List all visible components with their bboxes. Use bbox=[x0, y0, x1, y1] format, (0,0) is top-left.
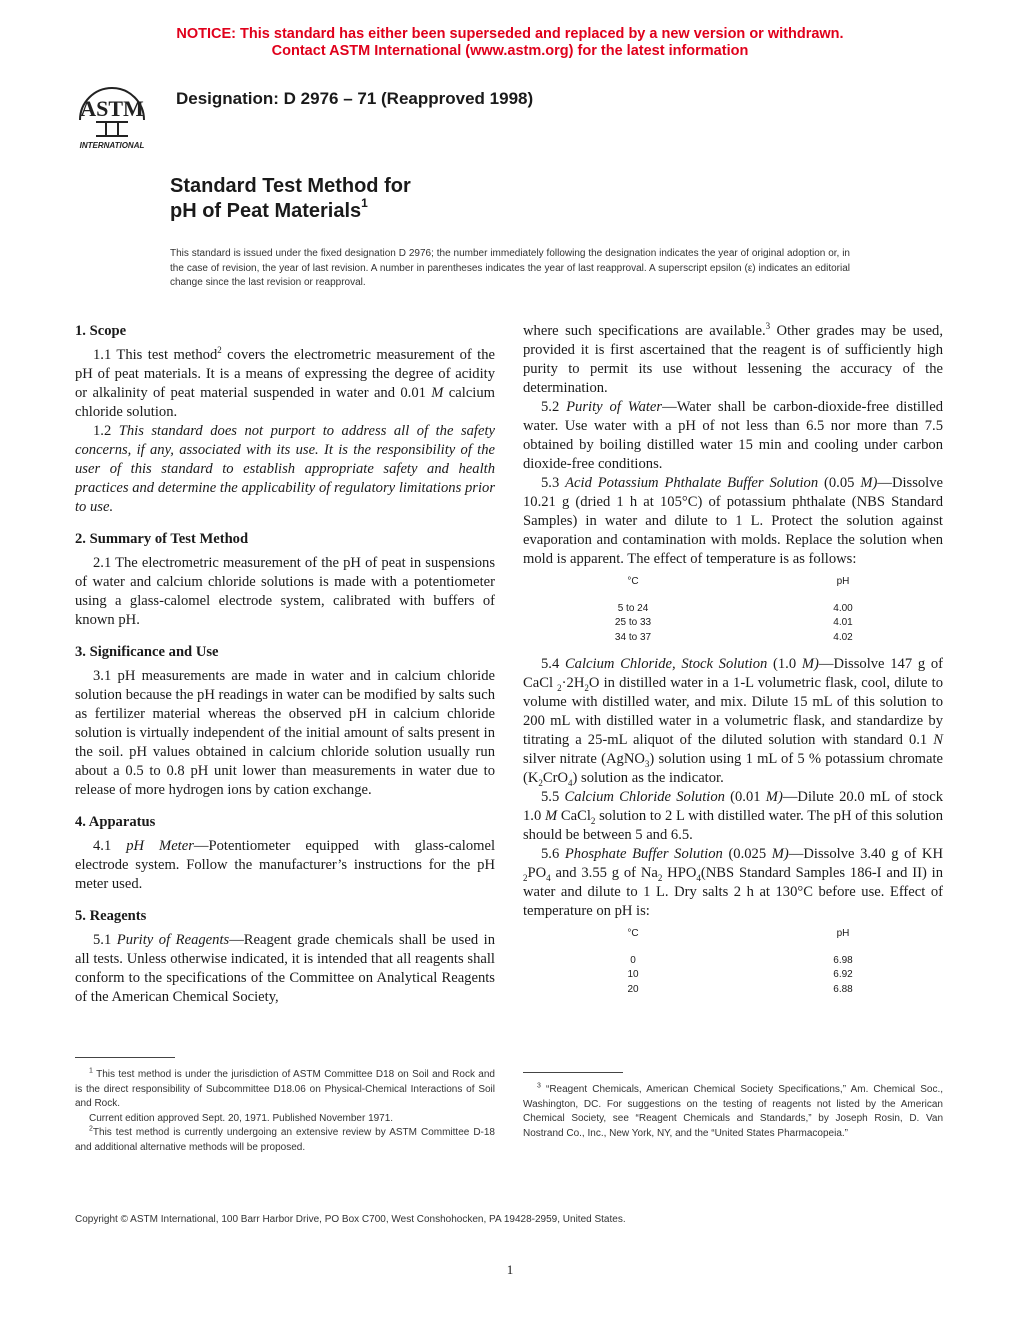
footnote-divider-right bbox=[523, 1072, 623, 1073]
footnotes-right bbox=[523, 1083, 943, 1141]
table-row: 34 to 37 4.02 bbox=[614, 631, 853, 643]
table-row: 0 6.98 bbox=[630, 954, 853, 966]
logo-text: ASTM bbox=[80, 96, 144, 121]
section-heading-summary: 2. Summary of Test Method bbox=[75, 531, 249, 547]
section-heading-scope: 1. Scope bbox=[75, 323, 127, 339]
issuance-statement: This standard is issued under the fixed designation D 2976; the number immediately following the designation indicates the year of original adoption or, in the case of revision, the year of last revision. A number in parentheses indicates the year of last reapproval. A superscript epsilon (ε) indicates an editorial change since the last revision or reapproval. bbox=[170, 248, 850, 288]
astm-logo bbox=[62, 72, 162, 152]
paragraph-5-2: 5.2 Purity of Water—Water shall be carbon-dioxide-free distilled water. Use water with a pH of not less than 6.5 nor more than 7.5 obtained by boiling distilled water 15 min and cooling under carbon dioxide-free conditions. bbox=[523, 399, 943, 472]
paragraph-1-1: 1.1 This test method$^2$ covers the electrometric measurement of the pH of peat materials. It is a means of expressing the degree of acidity or alkalinity of peat material suspended in water and 0.01 M calcium chloride solution. bbox=[75, 345, 495, 420]
paragraph-3-1: 3.1 pH measurements are made in water and in calcium chloride solution because the pH readings in water can be modified by salts such as fertilizer material whereas the observed pH in calcium chloride solution is virtually independent of the initial amount of salts present in the soil. pH values obtained in calcium chloride solution usually run about a 0.5 to 0.8 pH unit lower than measurements in water due to release of more hydrogen ions by cation exchange. bbox=[75, 668, 495, 798]
paragraph-2-1: 2.1 The electrometric measurement of the pH of peat in suspensions of water and calcium chloride solutions is made with a potentiometer using a glass-calomel electrode system, calibrated with buffers of known pH. bbox=[75, 555, 495, 628]
designation: Designation: D 2976 – 71 (Reapproved 1998) bbox=[176, 89, 534, 108]
paragraph-5-4: 5.4 Calcium Chloride, Stock Solution (1.0 M)—Dissolve 147 g of CaCl $_2\cdot 2H_2O$ in distilled water in a 1-L volumetric flask, cool, dilute to volume with distilled water, and mix. Dilute 15 mL of this solution to 200 mL with distilled water in a volumetric flask, and standardize by titrating a 25-mL aliquot of the diluted solution with standard 0.1 N silver nitrate (AgNO$_3$) solution using 1 mL of 5 % potassium chromate $(K_2CrO_4)$ solution as the indicator. bbox=[523, 656, 943, 788]
footnote-1-approval: Current edition approved Sept. 20, 1971. Published November 1971. bbox=[89, 1112, 394, 1124]
footnote-3: $^3$ “Reagent Chemicals, American Chemical Society Specifications,” Am. Chemical Soc., Washington, DC. For suggestions on the testing of reagents not listed by the American Chemical Society, see “Reagent Chemicals and Standards,” by Joseph Rosin, D. Van Nostrand Co., Inc., New York, NY, and the “United States Pharmacopeia.” bbox=[523, 1082, 943, 1139]
paragraph-5-6: 5.6 Phosphate Buffer Solution (0.025 M)—Dissolve 3.40 g of KH $_2PO_4$ and 3.55 g of $Na_2$ $HPO_4(NBS$ Standard Samples 186-I and II) in water and dilute to 1 L. Dry salts 2 h at 130°C before use. Effect of temperature on pH is: bbox=[523, 846, 944, 919]
table-row: 25 to 33 4.01 bbox=[614, 617, 853, 628]
logo-subtext: INTERNATIONAL bbox=[79, 141, 145, 150]
table-header: °C pH bbox=[627, 576, 850, 587]
paragraph-5-1-continued: where such specifications are available.$^3$ Other grades may be used, provided it is first ascertained that the reagent is of sufficiently high purity to permit its use without lessening the accuracy of the determination. bbox=[523, 321, 943, 396]
table-row: 20 6.88 bbox=[627, 983, 853, 995]
section-heading-reagents: 5. Reagents bbox=[75, 908, 147, 924]
table-row: 10 6.92 bbox=[627, 969, 853, 980]
footnote-1: $^1$ This test method is under the jurisdiction of ASTM Committee D18 on Soil and Rock and is the direct responsibility of Subcommittee D18.06 on Physical-Chemical Interactions of Soil and Rock. bbox=[75, 1067, 495, 1110]
footnote-divider-left bbox=[75, 1057, 175, 1058]
footnote-2: $^2$This test method is currently undergoing an extensive review by ASTM Committee D-18 and additional alternative methods will be proposed. bbox=[75, 1126, 495, 1153]
table-row: 5 to 24 4.00 bbox=[617, 602, 853, 614]
title-footnote-ref: 1 bbox=[361, 196, 368, 211]
left-column bbox=[75, 322, 495, 1007]
section-heading-significance: 3. Significance and Use bbox=[75, 644, 219, 660]
right-column bbox=[523, 322, 943, 1007]
copyright-notice: Copyright © ASTM International, 100 Barr Harbor Drive, PO Box C700, West Conshohocken, PA 19428-2959, United States. bbox=[75, 1214, 626, 1225]
phosphate-temperature-table bbox=[523, 927, 943, 997]
paragraph-5-5: 5.5 Calcium Chloride Solution (0.01 M)—Dilute 20.0 mL of stock 1.0 M CaCl$_2$ solution to 2 L with distilled water. The pH of this solution should be between 5 and 6.5. bbox=[523, 789, 944, 843]
page-number: 1 bbox=[506, 1262, 514, 1277]
phthalate-temperature-table bbox=[523, 575, 943, 645]
page-title bbox=[170, 174, 411, 224]
paragraph-5-3: 5.3 Acid Potassium Phthalate Buffer Solution (0.05 M)—Dissolve 10.21 g (dried 1 h at 105°C) of potassium phthalate (NBS Standard Samples) in water and dilute to 1 L. Protect the solution against evaporation and contamination with molds. Replace the solution when mold is apparent. The effect of temperature is as follows: bbox=[523, 475, 944, 567]
notice-line-1: NOTICE: This standard has either been superseded and replaced by a new version or withdrawn. bbox=[176, 26, 844, 42]
paragraph-5-1: 5.1 Purity of Reagents—Reagent grade chemicals shall be used in all tests. Unless otherwise indicated, it is intended that all reagents shall conform to the specifications of the Committee on Analytical Reagents of the American Chemical Society, bbox=[75, 932, 496, 1005]
table-header: °C pH bbox=[627, 928, 850, 939]
paragraph-1-2: 1.2 This standard does not purport to address all of the safety concerns, if any, associated with its use. It is the responsibility of the user of this standard to establish appropriate safety and health practices and determine the applicability of regulatory limitations prior to use. bbox=[75, 423, 495, 515]
title-line-2: pH of Peat Materials bbox=[170, 200, 362, 222]
footnotes-left bbox=[75, 1068, 495, 1156]
notice-line-2: Contact ASTM International (www.astm.org) for the latest information bbox=[271, 43, 749, 59]
section-heading-apparatus: 4. Apparatus bbox=[75, 814, 156, 830]
withdrawal-notice bbox=[0, 26, 1020, 60]
paragraph-4-1: 4.1 pH Meter—Potentiometer equipped with glass-calomel electrode system. Follow the manufacturer’s instructions for the pH meter used. bbox=[75, 838, 495, 892]
title-line-1: Standard Test Method for bbox=[170, 175, 411, 197]
